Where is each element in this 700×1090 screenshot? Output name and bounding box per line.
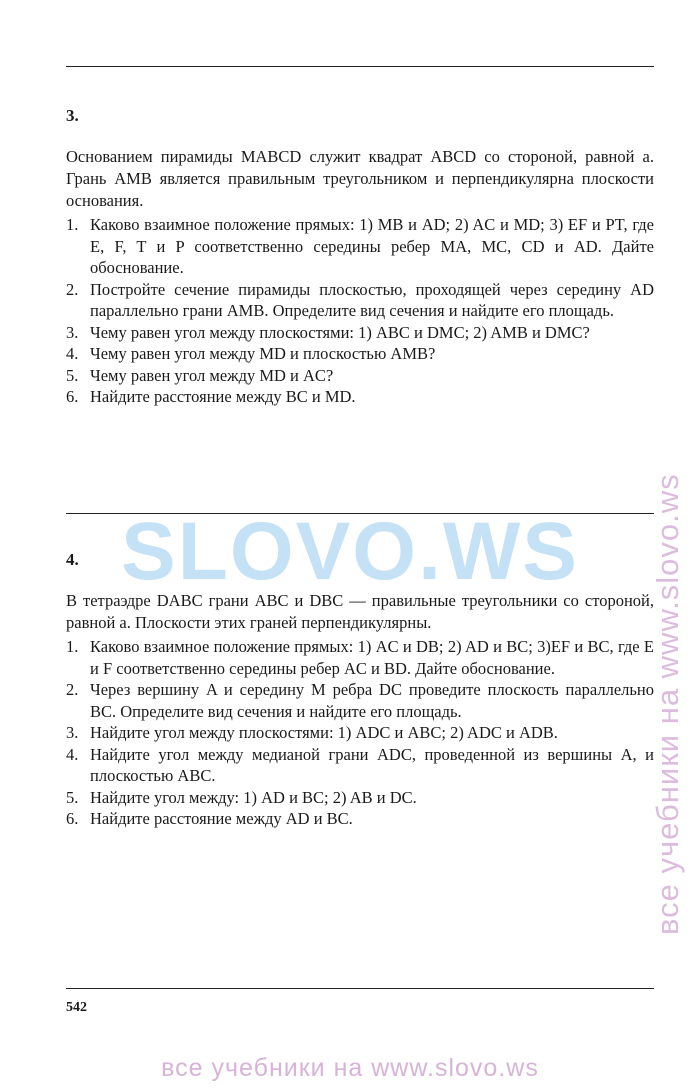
question-item: 5. Чему равен угол между MD и AC? (66, 365, 334, 385)
question-item: 1. Каково взаимное положение прямых: 1) MB и AD; 2) AC и MD; 3) EF и PT, где E, F, T и P соответственно середины ребер MA, MC, CD и AD. Дайте обоснование. (66, 215, 654, 277)
bottom-rule (66, 988, 654, 989)
problem-4-intro: В тетраэдре DABC грани ABC и DBC — правильные треугольники со стороной, равной a. Плоскости этих граней перпендикулярны. (66, 591, 654, 632)
middle-rule (66, 513, 654, 514)
question-item: 2. Через вершину A и середину M ребра DC проведите плоскость параллельно BC. Определите вид сечения и найдите его площадь. (66, 680, 654, 721)
watermark-bottom: все учебники на www.slovo.ws (161, 1054, 539, 1082)
problem-4-questions (66, 636, 654, 830)
page-number: 542 (66, 1000, 87, 1015)
question-item: 5. Найдите угол между: 1) AD и BC; 2) AB и DC. (66, 787, 417, 807)
problem-3-intro: Основанием пирамиды MABCD служит квадрат ABCD со стороной, равной a. Грань AMB является правильным треугольником и перпендикулярна плоскости основания. (66, 147, 654, 210)
top-rule (66, 66, 654, 67)
question-item: 1. Каково взаимное положение прямых: 1) AC и DB; 2) AD и BC; 3)EF и BC, где E и F соответственно середины ребер AC и BD. Дайте обоснование. (66, 637, 654, 678)
problem-4-number: 4. (66, 550, 79, 569)
problem-3-questions (66, 214, 654, 408)
question-item: 4. Чему равен угол между MD и плоскостью AMB? (66, 344, 436, 363)
question-item: 6. Найдите расстояние между AD и BC. (66, 809, 353, 828)
question-item: 4. Найдите угол между медианой грани ADC, проведенной из вершины A, и плоскостью ABC. (66, 744, 654, 785)
question-item: 3. Найдите угол между плоскостями: 1) ADC и ABC; 2) ADC и ADB. (66, 723, 558, 742)
question-item: 3. Чему равен угол между плоскостями: 1) ABC и DMC; 2) AMB и DMC? (66, 322, 590, 342)
watermark-center: SLOVO.WS (121, 506, 579, 597)
problem-3-number: 3. (66, 106, 79, 125)
watermark-side: все учебники на www.slovo.ws (650, 473, 685, 935)
question-item: 2. Постройте сечение пирамиды плоскостью, проходящей через середину AD параллельно грани AMB. Определите вид сечения и найдите его площадь. (66, 279, 654, 320)
question-item: 6. Найдите расстояние между BC и MD. (66, 387, 356, 406)
